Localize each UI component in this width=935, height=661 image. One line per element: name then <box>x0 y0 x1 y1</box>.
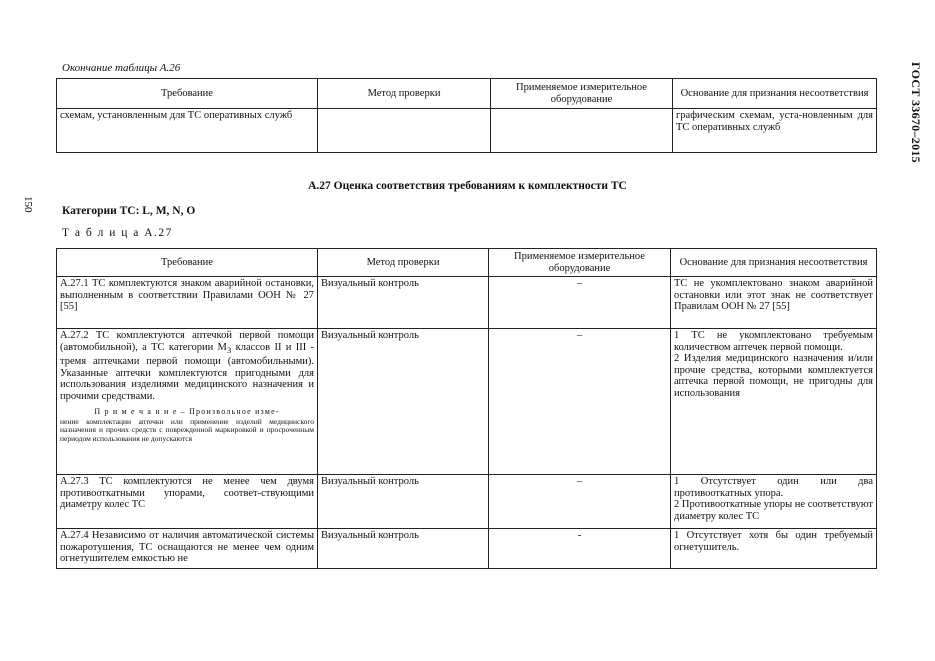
cell-basis: 1 Отсутствует хотя бы один требуемый огнетушитель. <box>671 529 877 569</box>
gost-code: ГОСТ 33670–2015 <box>909 62 923 163</box>
cell-method: Визуальный контроль <box>318 329 489 475</box>
page-number-wrap <box>22 98 38 213</box>
cell-basis: графическим схемам, уста-новленным для ТС оперативных служб <box>673 109 877 153</box>
cell-basis: ТС не укомплектовано знаком аварийной остановки или этот знак не соответствует Правилам ООН № 27 [55] <box>671 277 877 329</box>
header-method: Метод проверки <box>318 79 491 109</box>
category-subscript: 3 <box>226 344 232 355</box>
cell-requirement: А.27.4 Независимо от наличия автоматической системы пожаротушения, ТС оснащаются не менее чем одним огнетушителем емкостью не <box>57 529 318 569</box>
table-row <box>57 529 877 569</box>
cell-equipment: – <box>489 329 671 475</box>
cell-equipment: - <box>489 529 671 569</box>
cell-basis <box>671 475 877 529</box>
header-method: Метод проверки <box>318 249 489 277</box>
header-equipment: Применяемое измерительное оборудование <box>489 249 671 277</box>
header-basis: Основание для признания несоответствия <box>671 249 877 277</box>
header-basis: Основание для признания несоответствия <box>673 79 877 109</box>
table-a27 <box>56 248 877 569</box>
basis-item-2: 2 Противооткатные упоры не соответствуют диаметру колес ТС <box>674 499 873 522</box>
table-header-row <box>57 79 877 109</box>
cell-equipment: – <box>489 277 671 329</box>
table-a26-end <box>56 78 877 153</box>
basis-item-1: 1 ТС не укомплектовано требуемым количеством аптечек первой помощи. <box>674 330 873 353</box>
page-number: 150 <box>22 196 34 213</box>
cell-basis <box>671 329 877 475</box>
cell-method: Визуальный контроль <box>318 277 489 329</box>
table-header-row <box>57 249 877 277</box>
cell-requirement: схемам, установленным для ТС оперативных служб <box>57 109 318 153</box>
continuation-caption: Окончание таблицы А.26 <box>62 62 181 74</box>
cell-equipment <box>491 109 673 153</box>
requirement-text-start: А.27.2 ТС комплектуются аптечкой первой помощи (автомобильной), а ТС категории M <box>60 330 314 353</box>
section-title: А.27 Оценка соответствия требованиям к комплектности ТС <box>308 180 627 192</box>
cell-requirement: А.27.1 ТС комплектуются знаком аварийной остановки, выполненным в соответствии Правилами ООН № 27 [55] <box>57 277 318 329</box>
note-block <box>60 406 314 443</box>
basis-item-2: 2 Изделия медицинского назначения и/или прочие средства, которыми комплектуется аптечка первой помощи, не пригодны для использования <box>674 353 873 399</box>
table-caption: Т а б л и ц а А.27 <box>62 227 173 239</box>
cell-method <box>318 109 491 153</box>
note-heading: П р и м е ч а н и е – Произвольное изме- <box>94 407 280 417</box>
table-row <box>57 109 877 153</box>
cell-requirement <box>57 329 318 475</box>
cell-method: Визуальный контроль <box>318 475 489 529</box>
cell-requirement: А.27.3 ТС комплектуются не менее чем двумя противооткатными упорами, соответ-ствующими диаметру колес ТС <box>57 475 318 529</box>
table-row <box>57 329 877 475</box>
requirement-text-end: классов II и III - тремя аптечками первой помощи (автомобильными). Указанные аптечки комплектуются пригодными для использования изделиями медицинского назначения и прочими средствами. <box>60 341 314 402</box>
header-requirement: Требование <box>57 249 318 277</box>
note-text: нение комплектации аптечки или применение изделий медицинского назначения и прочих средств с поврежденной маркировкой и просроченным периодом использования не допускаются <box>60 416 314 443</box>
cell-method: Визуальный контроль <box>318 529 489 569</box>
basis-item-1: 1 Отсутствует один или два противооткатных упора. <box>674 476 873 499</box>
header-equipment: Применяемое измерительное оборудование <box>491 79 673 109</box>
header-requirement: Требование <box>57 79 318 109</box>
table-row <box>57 475 877 529</box>
vehicle-categories: Категории ТС: L, M, N, O <box>62 205 196 217</box>
table-row <box>57 277 877 329</box>
cell-equipment: – <box>489 475 671 529</box>
